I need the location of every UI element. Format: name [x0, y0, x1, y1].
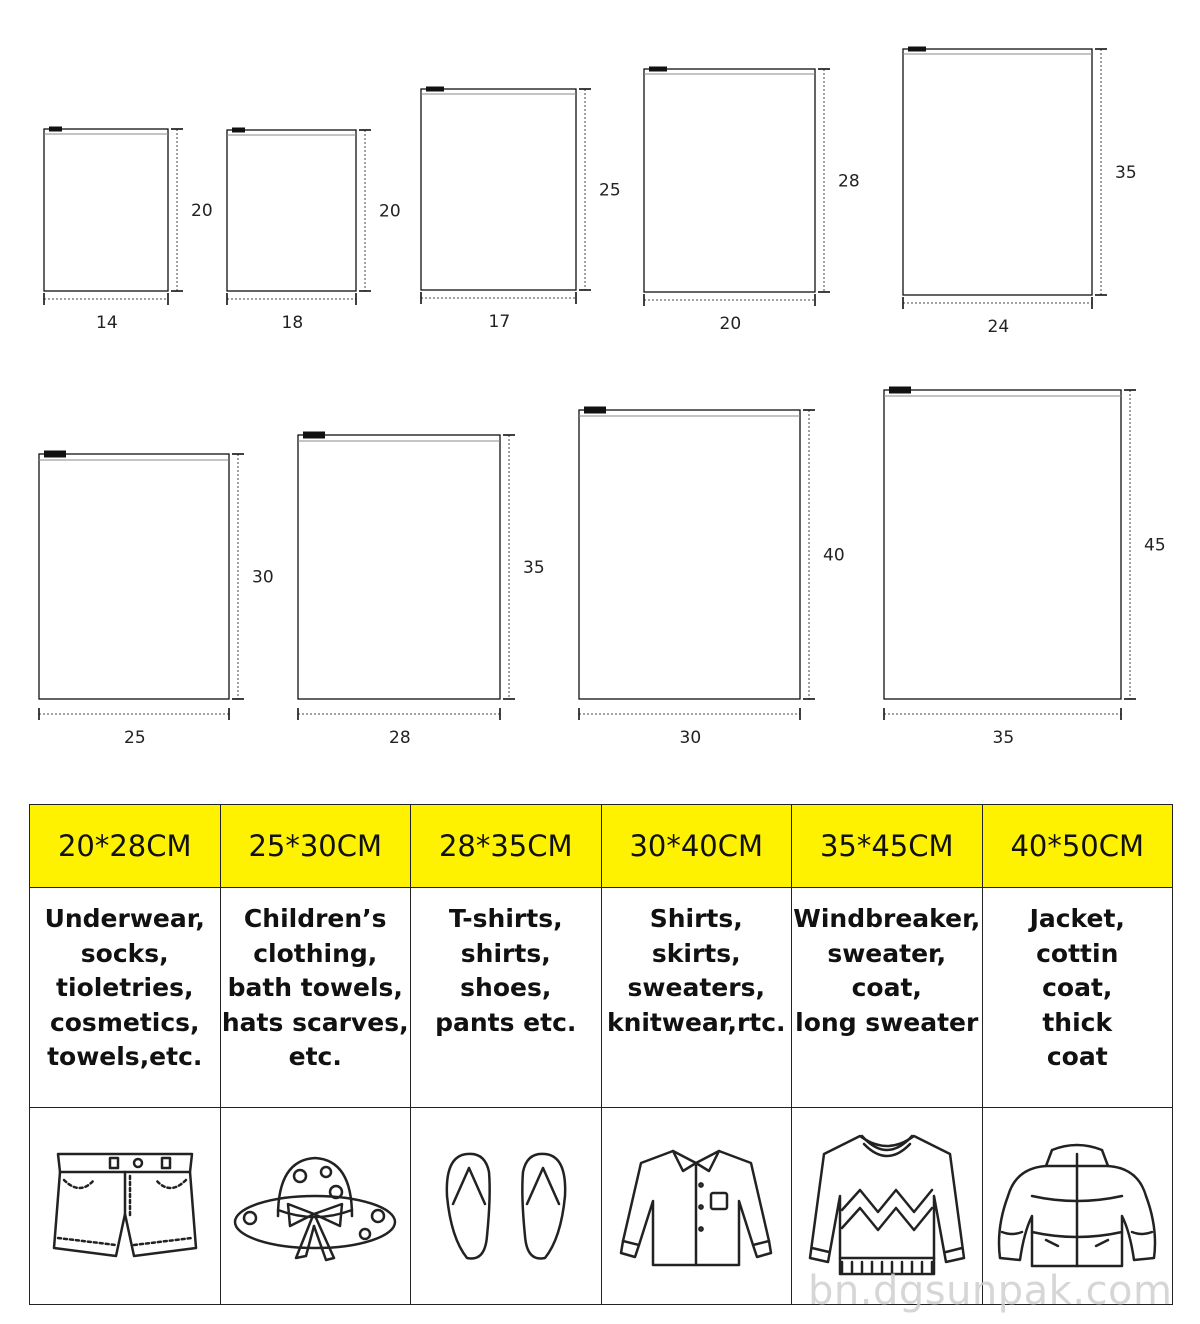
size-header-row: [30, 805, 1173, 888]
width-label: 20: [719, 314, 742, 334]
bag-outline: [644, 69, 815, 292]
usage-cell: Underwear, socks, tioletries, cosmetics, towels,etc.: [30, 888, 221, 1108]
usage-row: [30, 888, 1173, 1108]
puffer-jacket-icon: [990, 1136, 1165, 1276]
width-label: 25: [124, 728, 146, 748]
zipper-slider: [303, 432, 325, 439]
icon-cell: [411, 1108, 602, 1305]
bag-outline: [421, 89, 576, 290]
size-header-cell: 30*40CM: [601, 805, 792, 888]
zipper-slider: [889, 387, 911, 394]
size-header-cell: 25*30CM: [220, 805, 411, 888]
zipper-slider: [584, 407, 606, 414]
width-label: 30: [679, 728, 702, 748]
watermark: bn.dgsunpak.com: [808, 1268, 1173, 1314]
height-label: 20: [191, 201, 213, 221]
size-header-cell: 20*28CM: [30, 805, 221, 888]
shorts-icon: [50, 1146, 200, 1266]
sun-hat-icon: [230, 1146, 400, 1266]
zipper-slider: [232, 128, 245, 133]
size-header-cell: 40*50CM: [982, 805, 1173, 888]
icon-cell: [30, 1108, 221, 1305]
usage-cell: Jacket, cottin coat, thick coat: [982, 888, 1173, 1108]
height-label: 35: [523, 558, 545, 578]
usage-cell: Windbreaker, sweater, coat, long sweater: [792, 888, 983, 1108]
zipper-slider: [426, 87, 444, 92]
height-label: 25: [599, 180, 621, 201]
height-label: 45: [1144, 535, 1166, 556]
bag-outline: [39, 454, 229, 699]
usage-cell: Shirts, skirts, sweaters, knitwear,rtc.: [601, 888, 792, 1108]
width-label: 24: [987, 317, 1010, 337]
bag-outline: [579, 410, 800, 699]
height-label: 28: [838, 171, 860, 192]
height-label: 35: [1115, 163, 1137, 183]
zipper-slider: [908, 47, 926, 52]
zipper-slider: [649, 67, 667, 72]
icon-cell: [220, 1108, 411, 1305]
usage-cell: Children’s clothing, bath towels, hats scarves, etc.: [220, 888, 411, 1108]
bag-outline: [227, 130, 356, 291]
width-label: 17: [488, 312, 511, 332]
shirt-icon: [611, 1141, 781, 1271]
bag-outline: [298, 435, 500, 699]
height-label: 40: [823, 545, 845, 566]
zipper-slider: [49, 127, 62, 132]
bag-outline: [44, 129, 168, 291]
icon-cell: [601, 1108, 792, 1305]
height-label: 20: [379, 201, 401, 222]
width-label: 18: [281, 313, 304, 333]
zipper-slider: [44, 451, 66, 458]
sweater-icon: [802, 1126, 972, 1286]
width-label: 35: [992, 728, 1015, 748]
height-label: 30: [252, 567, 274, 588]
bag-outline: [903, 49, 1092, 295]
flip-flops-icon: [441, 1146, 571, 1266]
bag-outline: [884, 390, 1121, 699]
size-header-cell: 35*45CM: [792, 805, 983, 888]
width-label: 28: [389, 728, 411, 748]
size-usage-table: [29, 804, 1173, 1305]
size-header-cell: 28*35CM: [411, 805, 602, 888]
width-label: 14: [96, 313, 118, 333]
usage-cell: T-shirts, shirts, shoes, pants etc.: [411, 888, 602, 1108]
